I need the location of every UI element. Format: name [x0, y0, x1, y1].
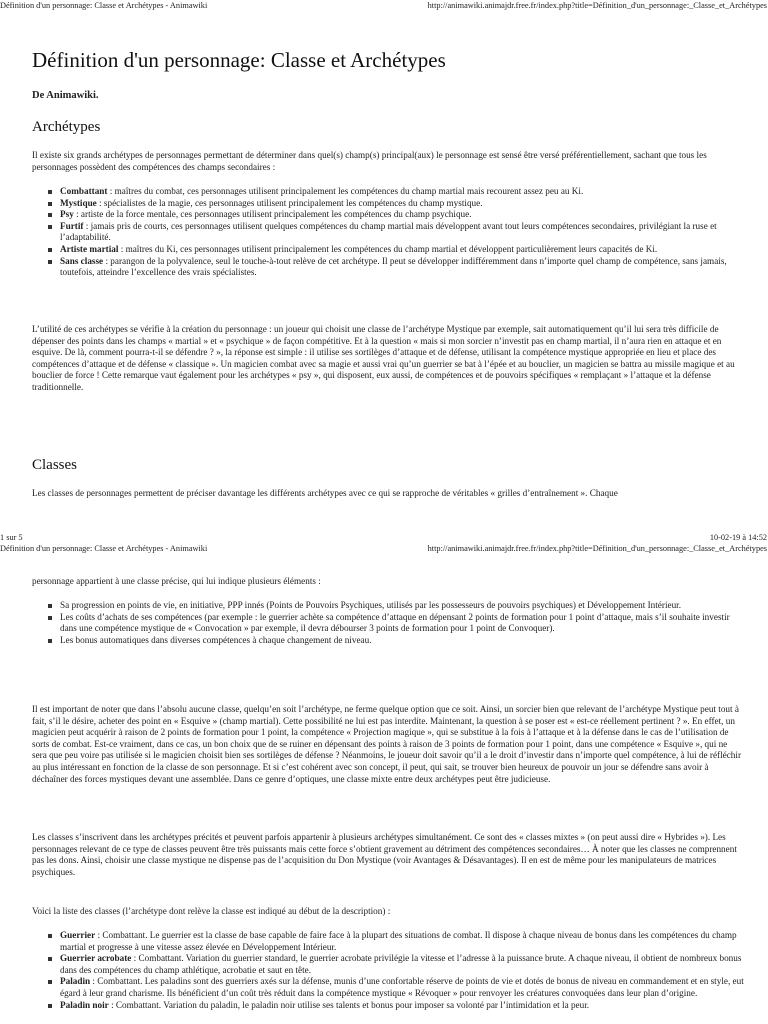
archetype-name: Artiste martial [60, 243, 119, 254]
list-item: Guerrier acrobate : Combattant. Variation du guerrier standard, le guerrier acrobate privilégie la vitesse et l’adresse à la puissance brute. A chaque niveau, il obtient de nombreux bonus dans des compétences du champ athlétique, acrobatie et saut en tête. [60, 953, 744, 976]
page-number: 1 sur 5 [0, 533, 23, 542]
class-name: Guerrier [60, 930, 96, 940]
classes-intro-part2: personnage appartient à une classe précise, qui lui indique plusieurs éléments : [32, 576, 321, 586]
classes-list [32, 930, 744, 1011]
list-item: Sa progression en points de vie, en initiative, PPP innés (Points de Pouvoirs Psychiques, utilisés par les possesseurs de pouvoirs psychiques) et Développement Intérieur. [60, 600, 744, 612]
class-name: Guerrier acrobate [60, 953, 132, 964]
list-item: Les coûts d’achats de ses compétences (par exemple : le guerrier achète sa compétence d’attaque en dépensant 2 points de formation pour 1 point d’attaque, mais s’il souhaite investir dans une compétence mystique de « Convocation » par exemple, il devra débourser 3 points de formation pour 1 point de Convoquer). [60, 612, 744, 635]
class-name: Paladin [60, 976, 91, 987]
page-title: Définition d'un personnage: Classe et Archétypes [32, 48, 446, 72]
print-header-url: http://animawiki.animajdr.free.fr/index.php?title=Définition_d'un_personnage:_Classe_et_Archétypes [427, 1, 767, 10]
class-elements-list [32, 600, 744, 646]
mixed-classes-paragraph: Les classes s’inscrivent dans les archétypes précités et peuvent parfois appartenir à plusieurs archétypes simultanément. Ce sont des « classes mixtes » (on peut aussi dire « Hybrides »). Les personnages relevant de ce type de classes peuvent être très puissants mais cette force s’obtient gravement au détriment des compétences secondaires… À noter que les classes ne comprennent pas les dons. Ainsi, choisir une classe mystique ne dispense pas de l’acquisition du Don Mystique (voir Avantages & Désavantages). Il en est de même pour les manipulateurs de matrices psychiques. [32, 832, 737, 877]
classes-intro-part1: Les classes de personnages permettent de préciser davantage les différents archétypes avec ce qui se rapproche de véritables « grilles d’entraînement ». Chaque [32, 488, 618, 498]
archetype-list [32, 186, 744, 279]
list-item: Sans classe : parangon de la polyvalence, seul le touche-à-tout relève de cet archétype. Il peut se développer indifféremment dans n’importe quel champ de compétence, sans jamais, toutefois, atteindre l’excellence des vrais spécialistes. [60, 256, 744, 279]
list-item: Paladin : Combattant. Les paladins sont des guerriers axés sur la défense, munis d’une confortable réserve de points de vie et dotés de bonus de niveau en commandement et en style, eut égard à leur grand charisme. Ils bénéficient d’un coût très réduit dans la compétence mystique « Révoquer » pour renvoyer les créatures convoquées dans leur plan d’origine. [60, 976, 744, 998]
print-header [0, 0, 768, 11]
class-name: Paladin noir [60, 999, 109, 1010]
list-item: Les bonus automatiques dans diverses compétences à chaque changement de niveau. [60, 635, 744, 647]
site-subtitle: De Animawiki. [32, 90, 99, 101]
classes-list-intro: Voici la liste des classes (l’archétype dont relève la classe est indiqué au début de la description) : [32, 906, 391, 916]
archetype-name: Combattant [60, 186, 108, 196]
list-item: Mystique : spécialistes de la magie, ces personnages utilisent principalement les compétences du champ mystique. [60, 198, 744, 210]
article-page-2 [32, 576, 744, 1024]
print-header-title: Définition d'un personnage: Classe et Archétypes - Animawiki [0, 1, 208, 10]
print-header-title: Définition d'un personnage: Classe et Archétypes - Animawiki [0, 544, 208, 553]
list-item: Paladin noir : Combattant. Variation du paladin, le paladin noir utilise ses talents et bonus pour imposer sa volonté par l’intimidation et la peur. [60, 1000, 744, 1012]
list-item: Psy : artiste de la force mentale, ces personnages utilisent principalement les compétences du champ psychique. [60, 209, 744, 221]
important-paragraph: Il est important de noter que dans l’absolu aucune classe, quelqu’en soit l’archétype, ne ferme quelque option que ce soit. Ainsi, un sorcier bien que relevant de l’archétype Mystique peut tout à fait, s’il le désire, acheter des point en « Esquive » (champ martial). Cette possibilité ne lui est pas interdite. Maintenant, la question à se poser est « est-ce réellement pertinent ? ». En effet, un magicien peut acquérir à raison de 2 points de formation pour 1 point, la compétence « Projection magique », qui se substitue à la fois à l’attaque et à la défense dans le cas de l’utilisation de sorts de combat. Est-ce vraiment, dans ce cas, un bon choix que de se ruiner en dépensant des points à raison de 3 points de formation pour 1 point, dans une compétence « Esquive », qui ne sera que peu voire pas utilisée si le magicien choisit bien ses sortilèges de défense ? Néanmoins, le joueur doit savoir qu’il a le droit d’investir dans n’importe quel compétence, à lui de réfléchir au plus intéressant en fonction de la classe de son personnage. Et si c’est cohérent avec son concept, il peut, qui sait, se trouver bien heureux de pouvoir un jour se défendre sans avoir à déchaîner des forces mystiques devant une assemblée. Dans ce genre d’optiques, une classe mixte entre deux archétypes peut être judicieuse. [32, 704, 741, 784]
list-item: Artiste martial : maîtres du Ki, ces personnages utilisent principalement les compétences du champ martial et développent particulièrement leurs capacités de Ki. [60, 244, 744, 256]
list-item: Combattant : maîtres du combat, ces personnages utilisent principalement les compétences du champ martial mais recourent assez peu au Ki. [60, 186, 744, 198]
archetypes-intro: Il existe six grands archétypes de personnages permettant de déterminer dans quel(s) champ(s) principal(aux) le personnage est sensé être versé préférentiellement, sachant que tous les personnages possèdent des compétences des champs secondaires : [32, 150, 707, 172]
archetype-name: Mystique [60, 197, 97, 208]
article-page-1 [32, 48, 744, 508]
print-header-url: http://animawiki.animajdr.free.fr/index.php?title=Définition_d'un_personnage:_Classe_et_Archétypes [427, 544, 767, 553]
section-heading-archetypes: Archétypes [32, 119, 101, 135]
print-datetime: 10-02-19 à 14:52 [709, 533, 767, 542]
utility-paragraph: L’utilité de ces archétypes se vérifie à la création du personnage : un joueur qui choisit une classe de l’archétype Mystique par exemple, sait automatiquement qu’il lui sera très difficile de dépenser des points dans les champs « martial » et « psychique » de façon compétitive. Et à la question « mais si mon sorcier n’investit pas en champ martial, il n’aura rien en attaque et en esquive. De là, comment pourra-t-il se défendre ? », la réponse est simple : il utilise ses sortilèges d’attaque et de défense, utilisant la compétence mystique appropriée en lieu et place des compétences d’attaque et de défense « classique ». Un magicien combat avec sa magie et aussi vrai qu’un guerrier se bat à l’épée et au bouclier, un magicien se battra au missile magique et au bouclier de force ! Cette remarque vaut également pour les archétypes « psy », qui disposent, eux aussi, de compétences et de pouvoirs spécifiques « remplaçant » l’attaque et la défense traditionnelle. [32, 324, 735, 392]
section-heading-classes: Classes [32, 457, 77, 473]
archetype-name: Sans classe [60, 255, 104, 266]
print-footer [0, 532, 768, 543]
archetype-name: Psy [60, 209, 74, 220]
list-item: Furtif : jamais pris de courts, ces personnages utilisent quelques compétences du champ martial mais développent avant tout leurs compétences secondaires, privilégiant la ruse et l’adaptabilité. [60, 221, 744, 244]
archetype-name: Furtif [60, 220, 84, 231]
print-header-page-2 [0, 543, 768, 554]
list-item: Guerrier : Combattant. Le guerrier est la classe de base capable de faire face à la plupart des situations de combat. Il dispose à chaque niveau de bonus dans les compétences du champ martial et progresse à une vitesse assez élevée en Développement Intérieur. [60, 930, 744, 953]
